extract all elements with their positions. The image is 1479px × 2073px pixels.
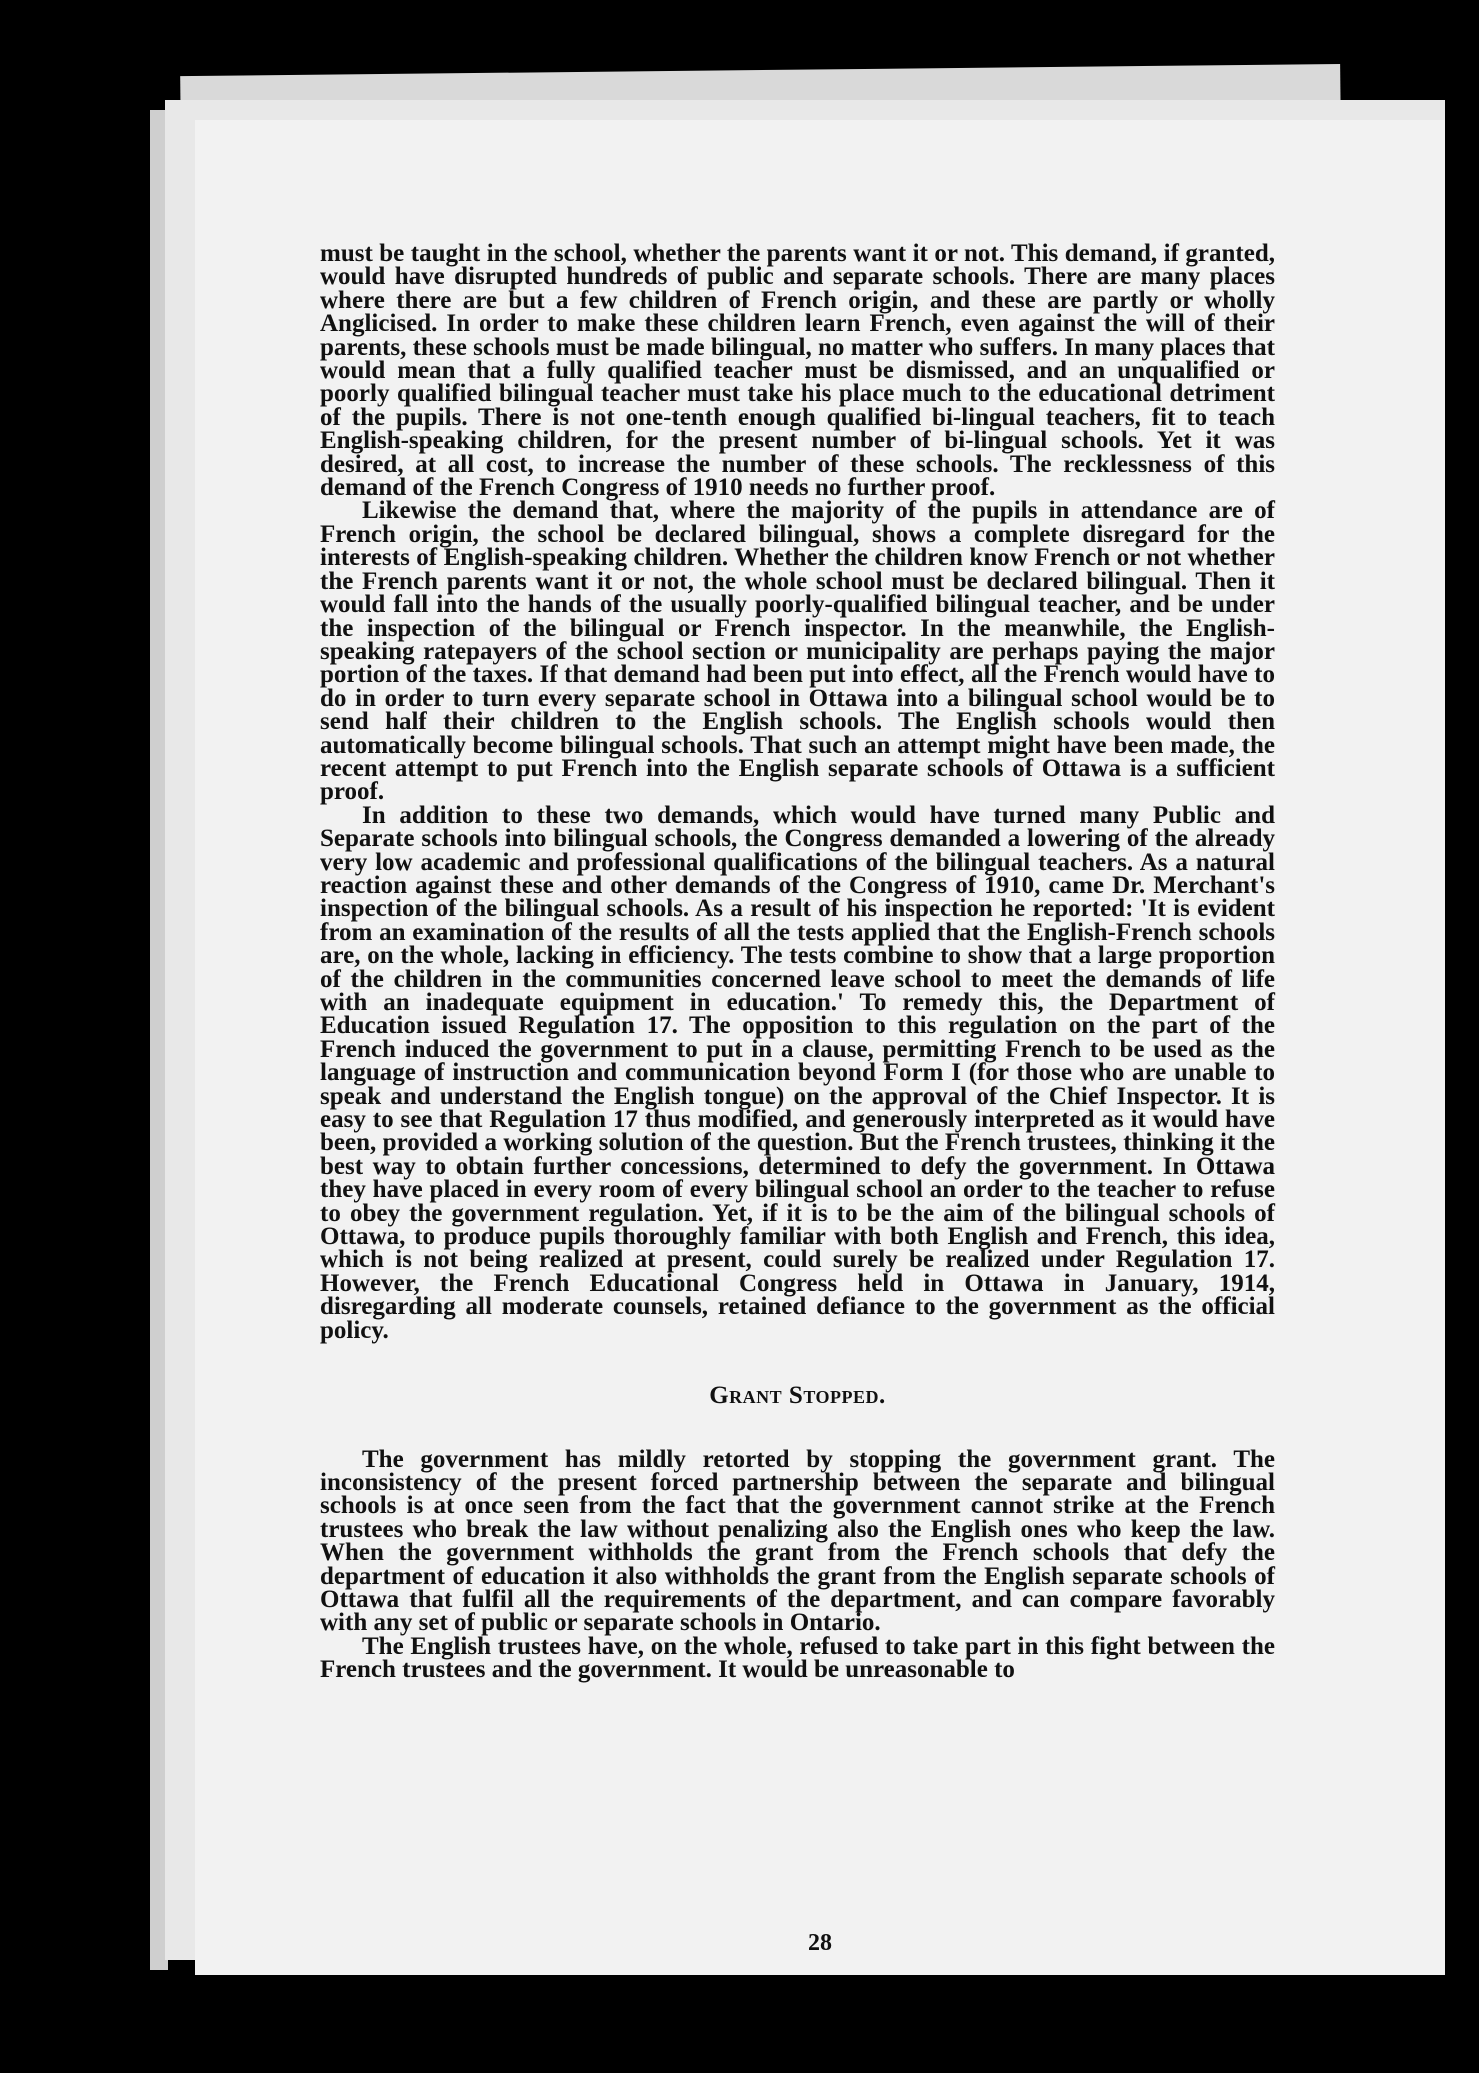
section-heading: Grant Stopped. bbox=[709, 1382, 886, 1410]
paragraph-4: The government has mildly retorted by stopping the government grant. The inconsistency of the present forced partnership between the separate and bilingual schools is at once seen from the fact that the government cannot strike at the French trustees who break the law without penalizing also the English ones who keep the law. When the government withholds the grant from the French schools that defy the department of education it also withholds the grant from the English separate schools of Ottawa that fulfil all the requirements of the department, and can compare favorably with any set of public or separate schools in Ontario. bbox=[320, 1445, 1275, 1637]
paragraph-3: In addition to these two demands, which would have turned many Public and Separate schools into bilingual schools, the Congress demanded a lowering of the already very low academic and professional qualifications of the bilingual teachers. As a natural reaction against these and other demands of the Congress of 1910, came Dr. Merchant's inspection of the bilingual schools. As a result of his inspection he reported: 'It is evident from an examination of the results of all the tests applied that the English-French schools are, on the whole, lacking in efficiency. The tests combine to show that a large proportion of the children in the communities concerned leave school to meet the demands of life with an inadequate equipment in education.' To remedy this, the Department of Education issued Regulation 17. The opposition to this regulation on the part of the French induced the government to put in a clause, permitting French to be used as the language of instruction and communication beyond Form I (for those who are unable to speak and understand the English tongue) on the approval of the Chief Inspector. It is easy to see that Regulation 17 thus modified, and generously interpreted as it would have been, provided a working solution of the question. But the French trustees, thinking it the best way to obtain further concessions, determined to defy the government. In Ottawa they have placed in every room of every bilingual school an order to the teacher to refuse to obey the government regulation. Yet, if it is to be the aim of the bilingual schools of Ottawa, to produce pupils thoroughly familiar with both English and French, this idea, which is not being realized at present, could surely be realized under Regulation 17. However, the French Educational Congress held in Ottawa in January, 1914, disregarding all moderate counsels, retained defiance to the government as the official policy. bbox=[320, 801, 1275, 1344]
paragraph-2: Likewise the demand that, where the majority of the pupils in attendance are of French origin, the school be declared bilingual, shows a complete disregard for the interests of English-speaking children. Whether the children know French or not whether the French parents want it or not, the whole school must be declared bilingual. Then it would fall into the hands of the usually poorly-qualified bilingual teacher, and be under the inspection of the bilingual or French inspector. In the meanwhile, the English-speaking ratepayers of the school section or municipality are perhaps paying the major portion of the taxes. If that demand had been put into effect, all the French would have to do in order to turn every separate school in Ottawa into a bilingual school would be to send half their children to the English schools. The English schools would then automatically become bilingual schools. That such an attempt might have been made, the recent attempt to put French into the English separate schools of Ottawa is a sufficient proof. bbox=[320, 497, 1275, 806]
paragraph-5: The English trustees have, on the whole, refused to take part in this fight between the French trustees and the government. It would be unreasonable to bbox=[320, 1632, 1275, 1684]
page-body bbox=[320, 242, 1275, 1682]
page-number: 28 bbox=[808, 1930, 832, 1956]
document-page bbox=[195, 120, 1445, 1975]
paragraph-1: must be taught in the school, whether the parents want it or not. This demand, if granted, would have disrupted hundreds of public and separate schools. There are many places where there are but a few children of French origin, and these are partly or wholly Anglicised. In order to make these children learn French, even against the will of their parents, these schools must be made bilingual, no matter who suffers. In many places that would mean that a fully qualified teacher must be dismissed, and an unqualified or poorly qualified bilingual teacher must take his place much to the educational detriment of the pupils. There is not one-tenth enough qualified bi-lingual teachers, fit to teach English-speaking children, for the present number of bi-lingual schools. Yet it was desired, at all cost, to increase the number of these schools. The recklessness of this demand of the French Congress of 1910 needs no further proof. bbox=[320, 240, 1275, 502]
